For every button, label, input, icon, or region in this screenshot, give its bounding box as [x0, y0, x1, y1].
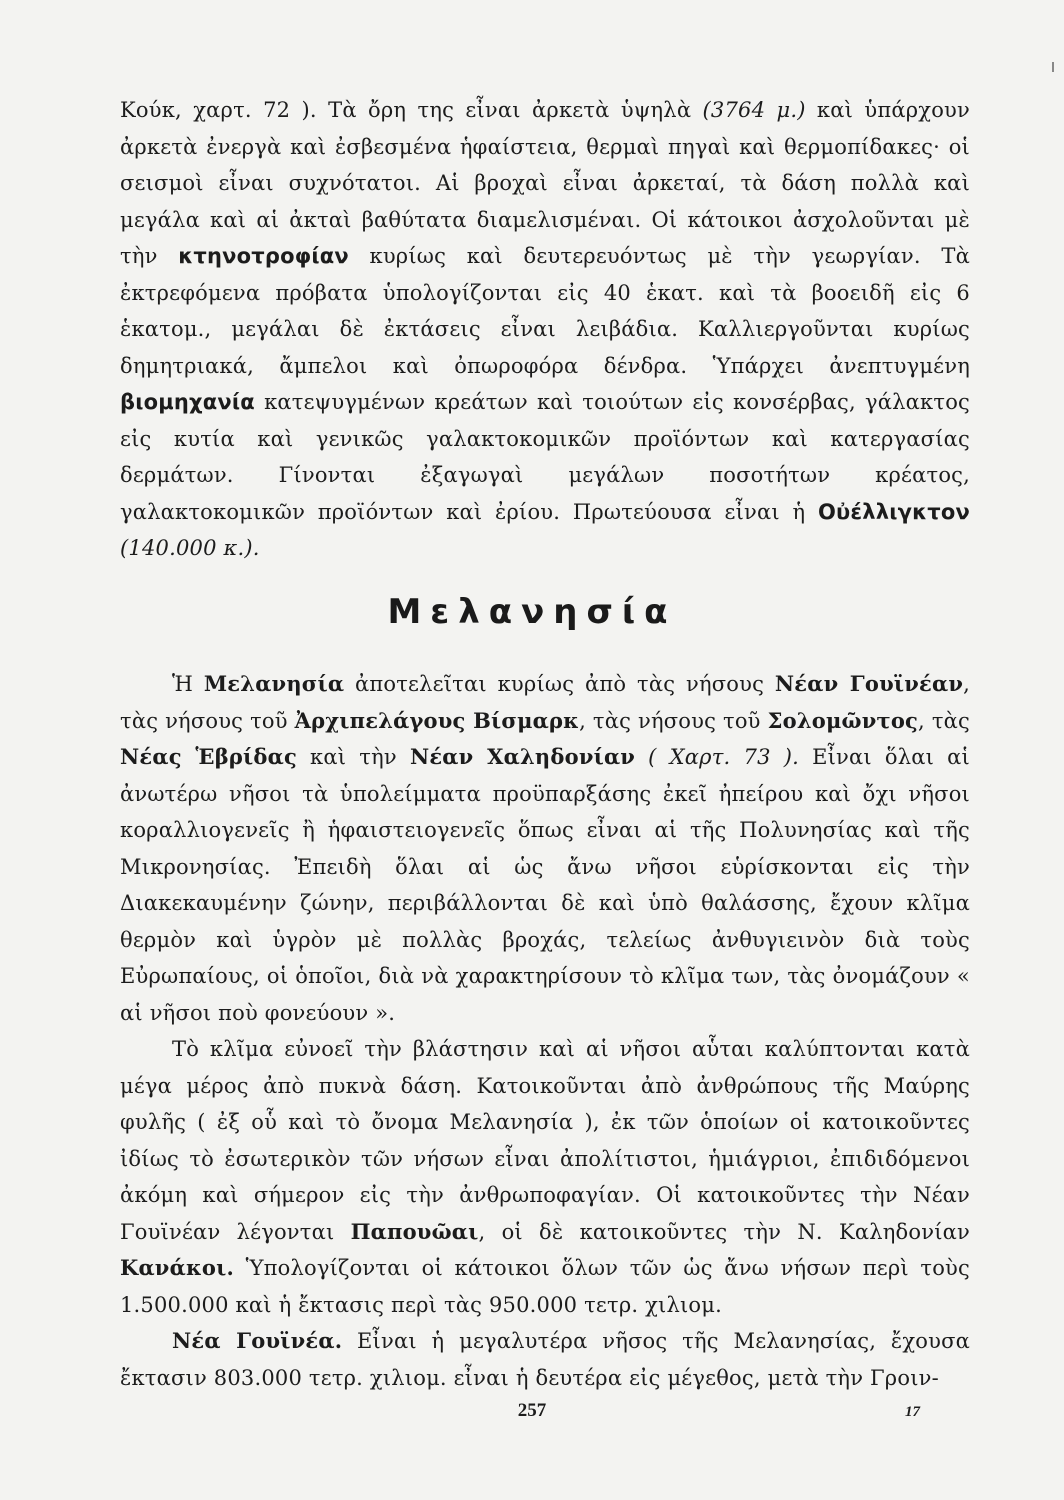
text-span: Ἡ	[172, 672, 204, 696]
bold-term-wellington: Οὐέλλιγκτον	[817, 499, 970, 524]
text-block-top	[120, 92, 970, 567]
bold-term-melanesia: Μελανησία	[203, 671, 345, 696]
text-span: ἀποτελεῖται κυρίως ἀπὸ τὰς νήσους	[344, 672, 775, 696]
map-reference: ( Χαρτ. 73 ).	[635, 745, 799, 769]
text-span: κατεψυγμένων κρεάτων καὶ τοιούτων εἰς κονσέρβας, γάλακτος εἰς κυτία καὶ γενικῶς γαλακτοκομικῶν προϊόντων καὶ κατεργασίας δερμάτων. Γίνονται ἐξαγωγαὶ μεγάλων ποσοτήτων κρέατος, γαλακτοκομικῶν προϊόντων καὶ ἐρίου. Πρωτεύουσα εἶναι ἡ	[120, 390, 970, 524]
bold-term-new-caledonia: Νέαν Χαληδονίαν	[409, 744, 636, 769]
paragraph-melanesia-intro	[120, 666, 970, 1031]
text-span: , τὰς νήσους τοῦ	[579, 708, 768, 733]
bold-term-bismarck: Ἀρχιπελάγους Βίσμαρκ	[294, 707, 580, 733]
text-span: κυρίως καὶ δευτερευόντως μὲ τὴν γεωργίαν. Τὰ ἐκτρεφόμενα πρόβατα ὑπολογίζονται εἰς 40 ἑκατ. καὶ τὰ βοοειδῆ εἰς 6 ἑκατομ., μεγάλαι δὲ ἐκτάσεις εἶναι λειβάδια. Καλλιεργοῦνται κυρίως δημητριακά, ἄμπελοι καὶ ὀπωροφόρα δένδρα. Ὑπάρχει ἀνεπτυγμένη	[120, 244, 970, 378]
height-measure: (3764 μ.)	[702, 98, 806, 122]
paragraph-new-zealand-continued	[120, 92, 970, 567]
bold-term-livestock: κτηνοτροφίαν	[178, 244, 349, 268]
text-span: καὶ ὑπάρχουν ἀρκετὰ ἐνεργὰ καὶ ἐσβεσμένα ἡφαίστεια, θερμαὶ πηγαὶ καὶ θερμοπίδακες· οἱ σεισμοὶ εἶναι συχνότατοι. Αἱ βροχαὶ εἶναι ἀρκεταί, τὰ δάση πολλὰ καὶ μεγάλα καὶ αἱ ἀκταὶ βαθύτατα διαμελισμέναι. Οἱ κάτοικοι ἀσχολοῦνται μὲ τὴν	[120, 98, 970, 268]
text-span: Ὑπολογίζονται οἱ κάτοικοι ὅλων τῶν ὡς ἄνω νήσων περὶ τοὺς 1.500.000 καὶ ἡ ἔκτασις περὶ τὰς 950.000 τετρ. χιλιομ.	[120, 1256, 970, 1317]
bold-term-kanakoi: Κανάκοι.	[120, 1255, 234, 1280]
text-span: καὶ τὴν	[296, 745, 410, 769]
text-span: , οἱ δὲ κατοικοῦντες τὴν Ν. Καληδονίαν	[478, 1219, 970, 1244]
text-span: Κούκ, χαρτ. 72 ).	[120, 98, 317, 122]
bold-term-new-hebrides: Νέας Ἑβρίδας	[120, 744, 297, 769]
text-span: Τὸ κλῖμα εὐνοεῖ τὴν βλάστησιν καὶ αἱ νῆσοι αὗται καλύπτονται κατὰ μέγα μέρος ἀπὸ πυκνὰ δάση. Κατοικοῦνται ἀπὸ ἀνθρώπους τῆς Μαύρης φυλῆς ( ἐξ οὗ καὶ τὸ ὄνομα Μελανησία ), ἐκ τῶν ὁποίων οἱ κατοικοῦντες ἰδίως τὸ ἐσωτερικὸν τῶν νήσων εἶναι ἀπολίτιστοι, ἡμιάγριοι, ἐπιδιδόμενοι ἀκόμη καὶ σήμερον εἰς τὴν ἀνθρωποφαγίαν. Οἱ κατοικοῦντες τὴν Νέαν Γουϊνέαν λέγονται	[120, 1037, 970, 1244]
text-block-melanesia	[120, 666, 970, 1396]
text-span: Εἶναι ἡ μεγαλυτέρα νῆσος τῆς Μελανησίας, ἔχουσα ἔκτασιν 803.000 τετρ. χιλιομ. εἶναι ἡ δευτέρα εἰς μέγεθος, μετὰ τὴν Γροιν-	[120, 1329, 971, 1390]
text-span: Εἶναι ὅλαι αἱ ἀνωτέρω νῆσοι τὰ ὑπολείμματα προϋπαρξάσης ἐκεῖ ἠπείρου καὶ ὄχι νῆσοι κοραλλιογενεῖς ἢ ἡφαιστειογενεῖς ὅπως εἶναι αἱ τῆς Πολυνησίας καὶ τῆς Μικρονησίας. Ἐπειδὴ ὅλαι αἱ ὡς ἄνω νῆσοι εὑρίσκονται εἰς τὴν Διακεκαυμένην ζώνην, περιβάλλονται δὲ καὶ ὑπὸ θαλάσσης, ἔχουν κλῖμα θερμὸν καὶ ὑγρὸν μὲ πολλὰς βροχάς, τελείως ἀνθυγιεινὸν διὰ τοὺς Εὐρωπαίους, οἱ ὁποῖοι, διὰ νὰ χαρακτηρίσουν τὸ κλῖμα των, τὰς ὀνομάζουν « αἱ νῆσοι ποὺ φονεύουν ».	[120, 745, 970, 1025]
text-span: , τὰς	[918, 708, 970, 733]
bold-heading-new-guinea: Νέα Γουϊνέα.	[172, 1328, 343, 1353]
edge-mark	[1052, 62, 1054, 72]
bold-term-papuans: Παπουῶαι	[350, 1218, 479, 1244]
paragraph-new-guinea	[120, 1323, 970, 1396]
text-span: Τὰ ὄρη της εἶναι ἀρκετὰ ὑψηλὰ	[316, 98, 703, 122]
text-span: , τὰς νήσους τοῦ	[120, 672, 970, 733]
bold-term-industry: βιομηχανία	[120, 390, 255, 414]
signature-mark: 17	[905, 1404, 920, 1420]
paragraph-melanesia-climate	[120, 1031, 970, 1323]
bold-term-solomon: Σολομῶντος	[767, 707, 919, 733]
population-note: (140.000 κ.).	[120, 536, 260, 560]
page-number: 257	[517, 1400, 547, 1421]
section-title-melanesia: Μελανησία	[387, 592, 677, 632]
bold-term-new-guinea: Νέαν Γουϊνέαν	[774, 671, 964, 696]
